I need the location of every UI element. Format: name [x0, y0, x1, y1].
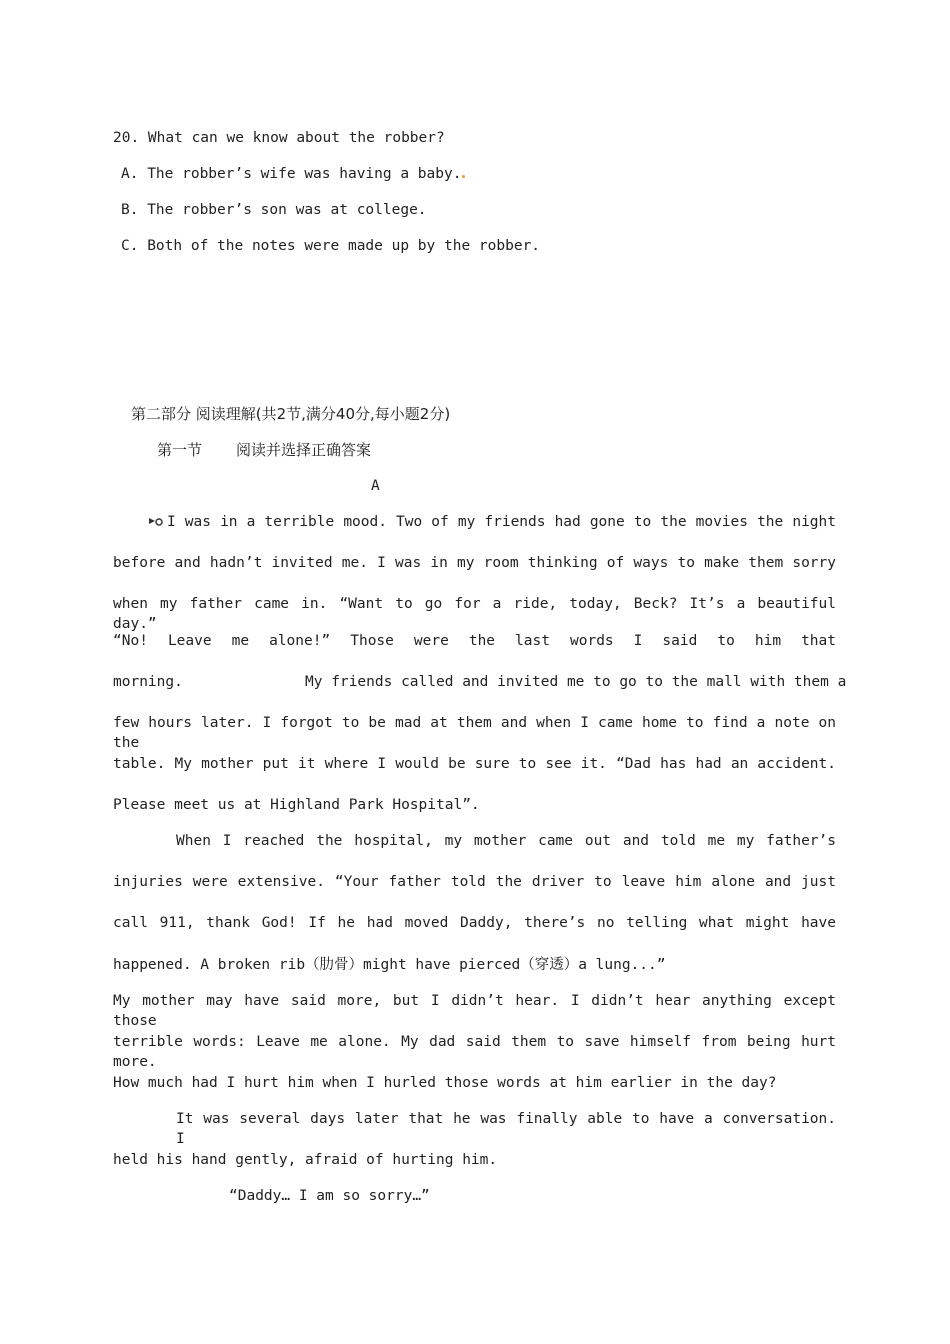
option-b: B. The robber’s son was at college.	[121, 202, 427, 218]
section-label: 第一节	[157, 441, 203, 459]
passage-line-5: morning. My friends called and invited me to go to the mall with them a	[113, 674, 847, 690]
passage-line-12: happened. A broken rib（肋骨）might have pierced（穿透）a lung...”	[113, 957, 666, 973]
passage-line-3: when my father came in. “Want to go for a ride, today, Beck? It’s a beautiful day.”	[113, 596, 836, 632]
part-heading: 第二部分 阅读理解(共2节,满分40分,每小题2分)	[131, 405, 451, 423]
passage-line-18: “Daddy… I am so sorry…”	[229, 1188, 430, 1204]
section-title: 阅读并选择正确答案	[236, 441, 372, 459]
passage-line-1: I was in a terrible mood. Two of my friends had gone to the movies the night	[147, 512, 836, 532]
passage-line-16: It was several days later that he was finally able to have a conversation. I	[176, 1111, 836, 1147]
option-a	[121, 164, 465, 184]
passage-line-9: When I reached the hospital, my mother came out and told me my father’s	[176, 833, 836, 849]
passage-line-15: How much had I hurt him when I hurled those words at him earlier in the day?	[113, 1075, 777, 1091]
arrow-mark-icon	[147, 515, 165, 527]
passage-line-6: few hours later. I forgot to be mad at them and when I came home to find a note on the	[113, 715, 836, 751]
question-stem: 20. What can we know about the robber?	[113, 130, 445, 146]
passage-line-2: before and hadn’t invited me. I was in my room thinking of ways to make them sorry	[113, 555, 836, 571]
passage-line-13: My mother may have said more, but I didn’t hear. I didn’t hear anything except those	[113, 993, 836, 1029]
passage-line-10: injuries were extensive. “Your father told the driver to leave him alone and just	[113, 874, 836, 890]
passage-line-17: held his hand gently, afraid of hurting him.	[113, 1152, 498, 1168]
passage-line-4: “No! Leave me alone!” Those were the last words I said to him that	[113, 633, 836, 649]
passage-line-7: table. My mother put it where I would be sure to see it. “Dad has had an accident.	[113, 756, 836, 772]
option-a-text: A. The robber’s wife was having a baby.	[121, 166, 462, 182]
option-c: C. Both of the notes were made up by the robber.	[121, 238, 541, 254]
passage-letter: A	[371, 478, 380, 494]
mark-dot-icon	[462, 175, 465, 178]
passage-line-14: terrible words: Leave me alone. My dad said them to save himself from being hurt more.	[113, 1034, 836, 1070]
passage-line-8: Please meet us at Highland Park Hospital”.	[113, 797, 480, 813]
passage-line-11: call 911, thank God! If he had moved Daddy, there’s no telling what might have	[113, 915, 836, 931]
